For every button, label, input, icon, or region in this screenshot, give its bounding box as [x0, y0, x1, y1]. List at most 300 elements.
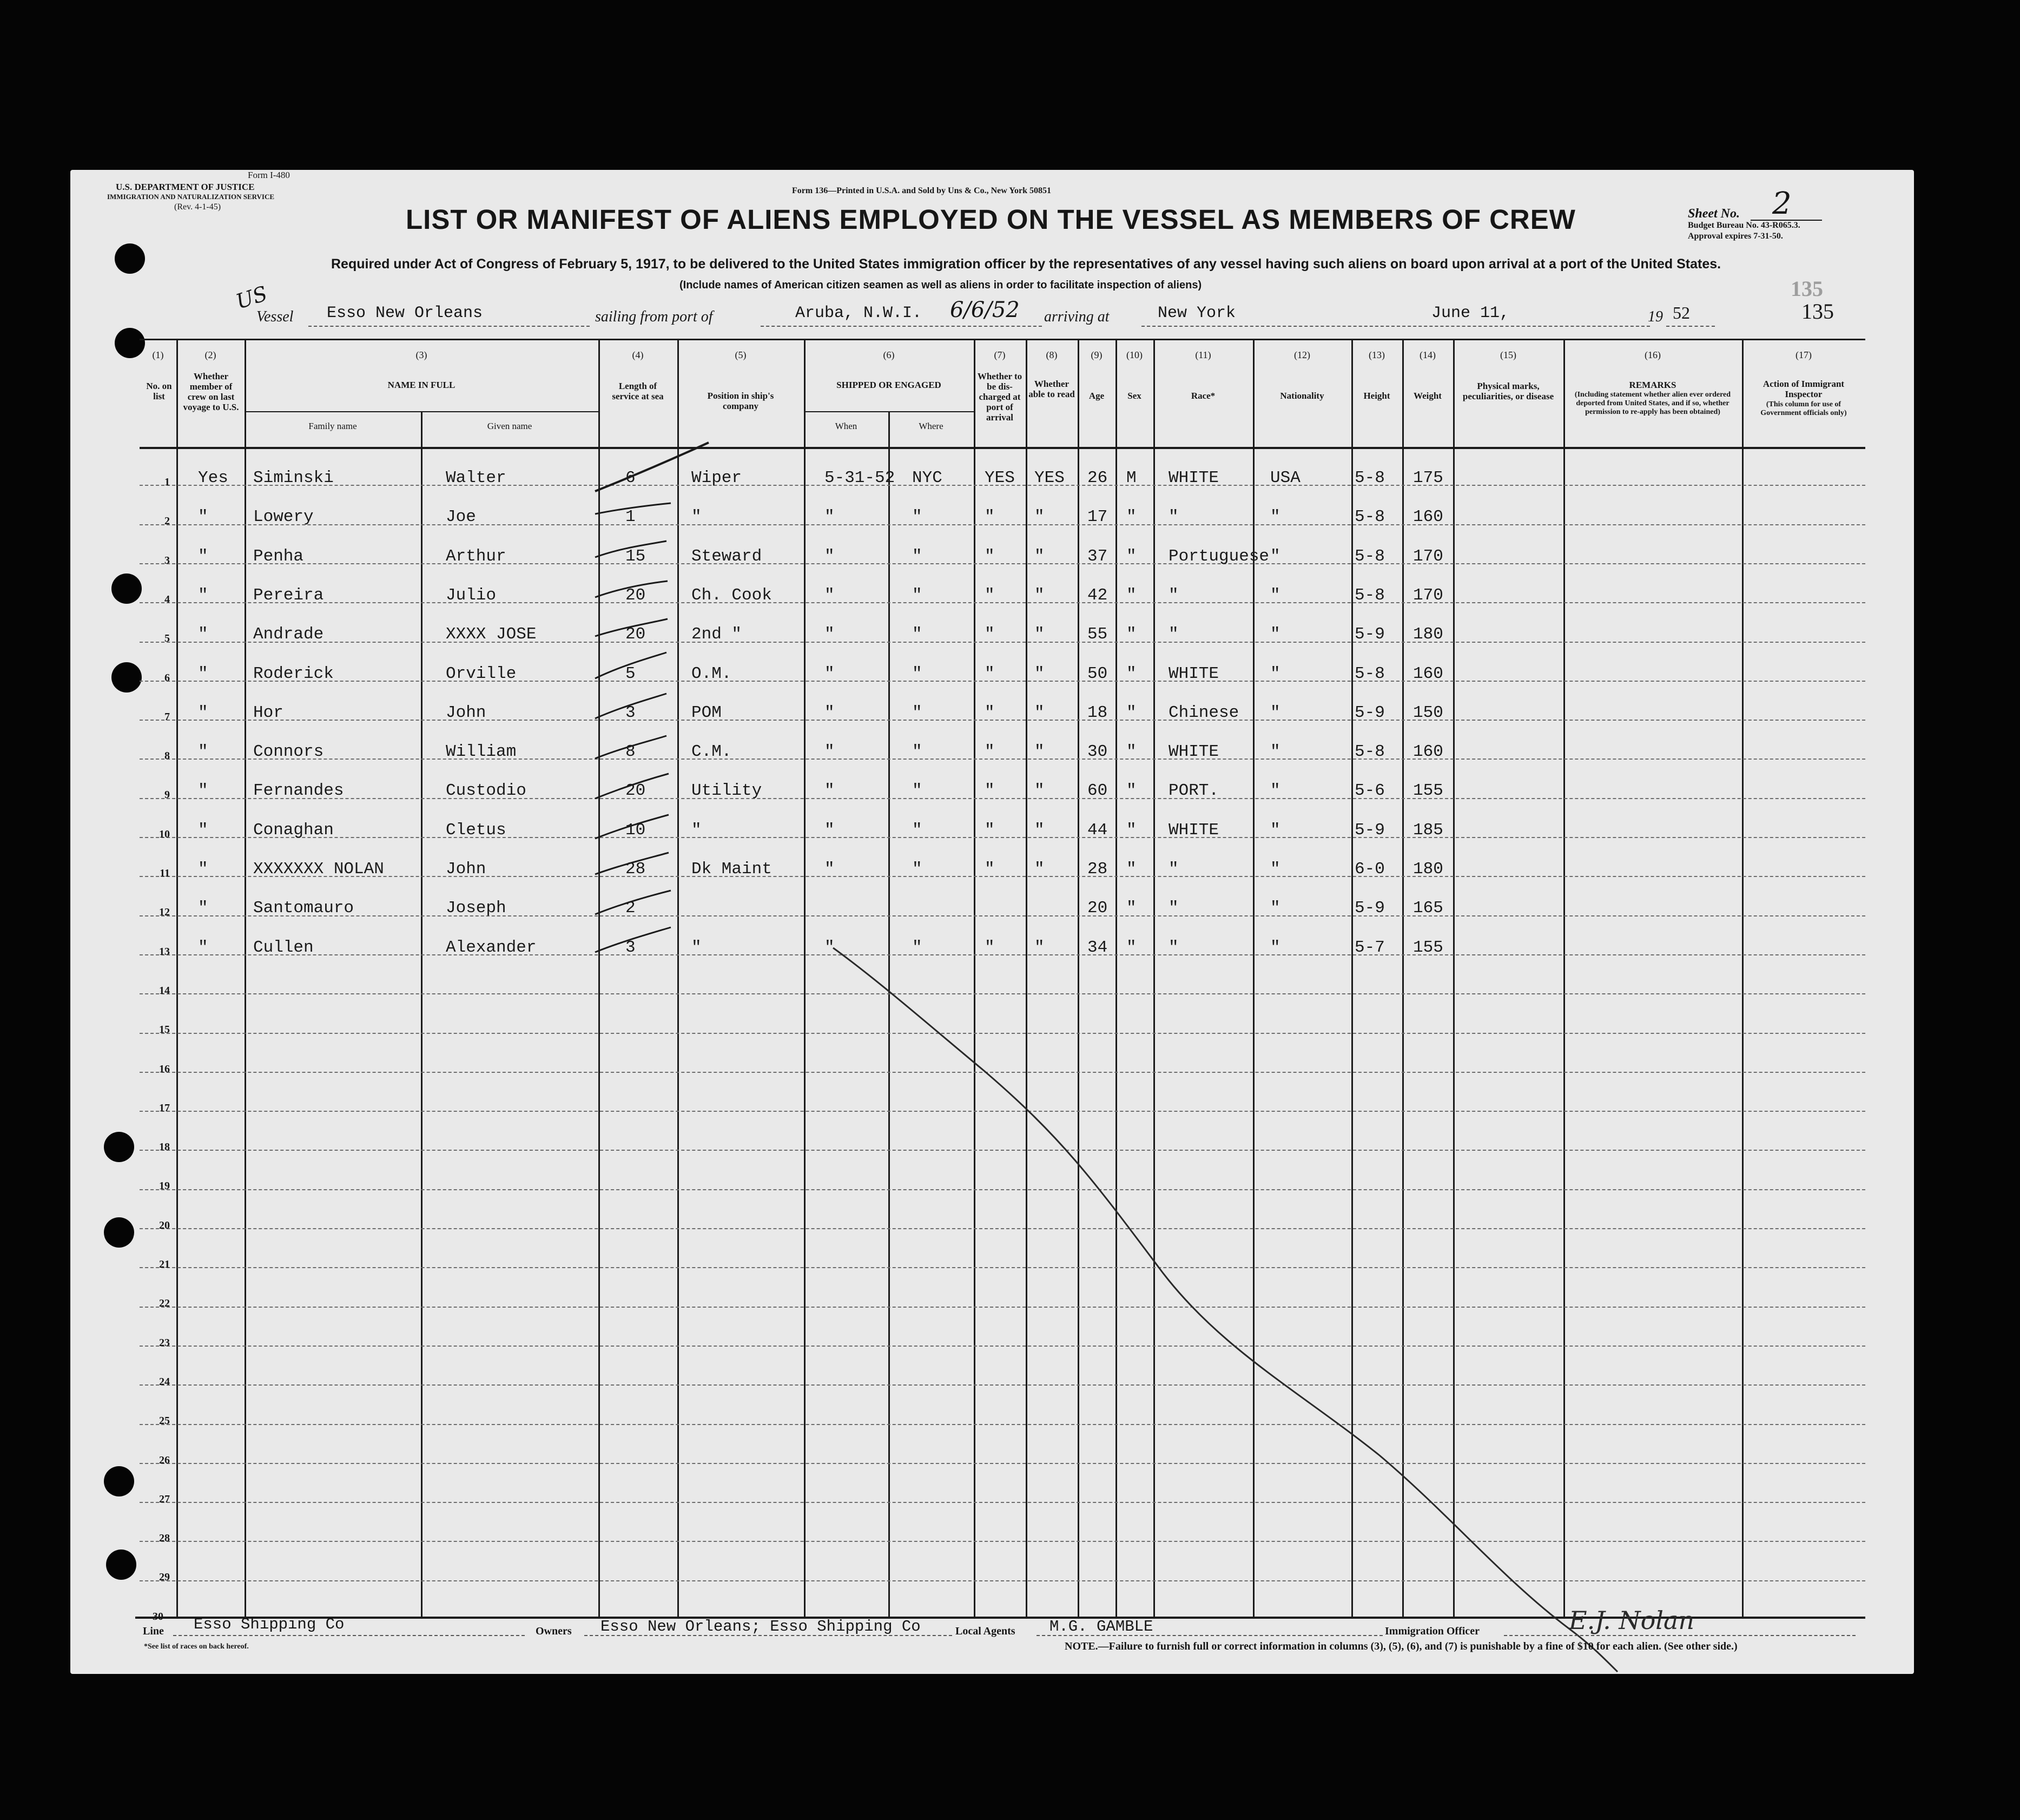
page-title: LIST OR MANIFEST OF ALIENS EMPLOYED ON THE VESSEL AS MEMBERS OF CREW	[406, 204, 1576, 235]
sex-cell: "	[1126, 938, 1137, 957]
service-check-mark	[595, 694, 666, 718]
service-check-mark	[595, 503, 671, 514]
row-number: 26	[159, 1454, 170, 1466]
col-header: Whether able to read	[1028, 379, 1075, 399]
col-num: (7)	[994, 350, 1006, 360]
able-to-read-cell: "	[1034, 664, 1045, 683]
service-cell: 5	[625, 664, 636, 683]
service-check-mark	[595, 815, 669, 839]
service-check-mark	[595, 443, 709, 491]
position-cell: "	[691, 507, 702, 527]
family-name-cell: Cullen	[253, 938, 314, 957]
position-cell: Wiper	[691, 469, 742, 487]
position-cell: C.M.	[691, 742, 732, 762]
able-to-read-cell: "	[1034, 820, 1045, 840]
arrival-date: June 11,	[1431, 304, 1510, 322]
col-num: (3)	[415, 350, 427, 360]
nationality-cell: "	[1270, 625, 1280, 644]
service-cell: 20	[625, 781, 646, 801]
discharged-cell: "	[985, 860, 995, 879]
given-name-cell: Joseph	[446, 899, 506, 918]
shipped-where-cell: "	[912, 664, 922, 683]
race-cell: "	[1169, 585, 1179, 605]
shipped-when-cell: "	[824, 625, 835, 644]
row-number: 18	[159, 1141, 170, 1153]
nationality-cell: "	[1270, 938, 1280, 957]
weight-cell: 150	[1413, 703, 1443, 722]
nationality-cell: "	[1270, 664, 1280, 683]
race-cell: "	[1169, 507, 1179, 527]
col-header: Nationality	[1280, 391, 1324, 401]
discharged-cell: "	[985, 742, 995, 762]
position-cell: Ch. Cook	[691, 585, 772, 605]
service-check-mark	[595, 774, 669, 799]
able-to-read-cell: "	[1034, 585, 1045, 605]
age-cell: 20	[1087, 899, 1108, 918]
service-check-mark	[595, 652, 666, 678]
race-cell: WHITE	[1169, 820, 1219, 840]
discharged-cell: "	[985, 820, 995, 840]
sheet-label: Sheet No.	[1688, 207, 1740, 221]
service-cell: 1	[625, 507, 636, 527]
service-check-mark	[595, 853, 669, 874]
row-number: 2	[164, 515, 170, 527]
service-check-mark	[595, 541, 666, 557]
given-name-cell: John	[446, 860, 486, 879]
service-cell: 20	[625, 625, 646, 644]
service-cell: 15	[625, 546, 646, 566]
sex-cell: "	[1126, 899, 1137, 918]
nationality-cell: "	[1270, 585, 1280, 605]
position-cell: Steward	[691, 546, 762, 566]
height-cell: 5-8	[1355, 469, 1385, 487]
col-subheader: Where	[919, 421, 943, 431]
owners-value: Esso New Orleans; Esso Shipping Co	[600, 1618, 921, 1636]
height-cell: 5-9	[1355, 899, 1385, 918]
shipped-when-cell: "	[824, 703, 835, 722]
member-cell: "	[198, 938, 208, 957]
agents-label: Local Agents	[955, 1625, 1015, 1637]
member-cell: "	[198, 664, 208, 683]
able-to-read-cell: "	[1034, 860, 1045, 879]
shipped-when-cell: 5-31-52	[824, 469, 895, 487]
col-subheader: Family name	[308, 421, 357, 431]
service-cell: 3	[625, 938, 636, 957]
col-num: (14)	[1420, 350, 1436, 360]
row-number: 20	[159, 1219, 170, 1231]
age-cell: 34	[1087, 938, 1108, 957]
family-name-cell: Santomauro	[253, 899, 354, 918]
nationality-cell: "	[1270, 820, 1280, 840]
member-cell: "	[198, 546, 208, 566]
row-number: 22	[159, 1297, 170, 1310]
race-cell: Chinese	[1169, 703, 1239, 722]
col-num: (4)	[632, 350, 644, 360]
col-num: (6)	[883, 350, 895, 360]
family-name-cell: XXXXXXX NOLAN	[253, 860, 384, 879]
port-from: Aruba, N.W.I.	[795, 304, 922, 322]
discharged-cell: "	[985, 938, 995, 957]
given-name-cell: Alexander	[446, 938, 537, 957]
height-cell: 5-9	[1355, 625, 1385, 644]
family-name-cell: Conaghan	[253, 820, 334, 840]
revision: (Rev. 4-1-45)	[174, 202, 221, 212]
weight-cell: 175	[1413, 469, 1443, 487]
race-cell: WHITE	[1169, 469, 1219, 487]
family-name-cell: Pereira	[253, 585, 324, 605]
col-header: Physical marks, peculiarities, or disease	[1462, 381, 1554, 401]
age-cell: 42	[1087, 585, 1108, 605]
vessel-label: Vessel	[256, 308, 294, 325]
row-number: 16	[159, 1063, 170, 1075]
col-header: Action of Immigrant Inspector	[1762, 379, 1845, 399]
family-name-cell: Andrade	[253, 625, 324, 644]
given-name-cell: Orville	[446, 664, 517, 683]
service-cell: 20	[625, 585, 646, 605]
member-cell: "	[198, 742, 208, 762]
include-note: (Include names of American citizen seamen as well as aliens in order to facilitate inspection of aliens)	[679, 279, 1202, 291]
age-cell: 44	[1087, 820, 1108, 840]
subtitle: Required under Act of Congress of February 5, 1917, to be delivered to the United States immigration officer by the representatives of any vessel having such aliens on board upon arrival at a port of the United States.	[331, 256, 1721, 272]
sex-cell: M	[1126, 469, 1137, 487]
department: U.S. DEPARTMENT OF JUSTICE	[116, 182, 255, 192]
weight-cell: 180	[1413, 625, 1443, 644]
weight-cell: 160	[1413, 664, 1443, 683]
sex-cell: "	[1126, 703, 1137, 722]
row-number: 15	[159, 1024, 170, 1036]
shipped-when-cell: "	[824, 585, 835, 605]
owners-label: Owners	[536, 1625, 572, 1637]
member-cell: "	[198, 820, 208, 840]
form-number: Form I-480	[248, 170, 290, 180]
height-cell: 5-6	[1355, 781, 1385, 801]
officer-signature: E.J. Nolan	[1569, 1606, 1695, 1635]
member-cell: "	[198, 703, 208, 722]
service-cell: 10	[625, 820, 646, 840]
col-subheader: Given name	[487, 421, 532, 431]
row-number: 24	[159, 1375, 170, 1388]
row-number: 30	[153, 1610, 163, 1623]
age-cell: 26	[1087, 469, 1108, 487]
service-cell: 2	[625, 899, 636, 918]
given-name-cell: Julio	[446, 585, 497, 605]
row-number: 10	[159, 828, 170, 840]
row-number: 7	[164, 710, 170, 723]
position-cell: 2nd "	[691, 625, 742, 644]
shipped-where-cell: "	[912, 820, 922, 840]
row-number: 8	[164, 750, 170, 762]
shipped-when-cell: "	[824, 820, 835, 840]
stamp-number-faint: 135	[1791, 276, 1823, 301]
nationality-cell: "	[1270, 860, 1280, 879]
service-check-mark	[595, 736, 666, 762]
year-suffix: 52	[1673, 303, 1690, 322]
row-number: 4	[164, 593, 170, 605]
service-check-mark	[595, 581, 668, 597]
height-cell: 6-0	[1355, 860, 1385, 879]
nationality-cell: "	[1270, 781, 1280, 801]
col-subheader: (This column for use of Government officials only)	[1760, 400, 1847, 417]
shipped-where-cell: "	[912, 742, 922, 762]
service-check-mark	[595, 891, 671, 914]
weight-cell: 170	[1413, 585, 1443, 605]
nationality-cell: "	[1270, 507, 1280, 527]
row-number: 13	[159, 945, 170, 958]
discharged-cell: "	[985, 664, 995, 683]
member-cell: "	[198, 860, 208, 879]
shipped-where-cell: "	[912, 625, 922, 644]
row-number: 28	[159, 1532, 170, 1545]
col-header: Whether member of crew on last voyage to U.S.	[183, 371, 239, 412]
col-subheader: When	[835, 421, 857, 431]
height-cell: 5-7	[1355, 938, 1385, 957]
shipped-where-cell: "	[912, 703, 922, 722]
position-cell: POM	[691, 703, 722, 722]
position-cell: "	[691, 938, 702, 957]
sex-cell: "	[1126, 546, 1137, 566]
shipped-when-cell: "	[824, 742, 835, 762]
col-header: Length of service at sea	[612, 381, 664, 401]
arriving-label: arriving at	[1044, 308, 1110, 325]
given-name-cell: Arthur	[446, 546, 506, 566]
races-note: *See list of races on back hereof.	[144, 1643, 249, 1651]
col-num: (12)	[1294, 350, 1310, 360]
weight-cell: 155	[1413, 781, 1443, 801]
family-name-cell: Penha	[253, 546, 304, 566]
service-cell: 3	[625, 703, 636, 722]
col-header: Sex	[1127, 391, 1141, 401]
weight-cell: 165	[1413, 899, 1443, 918]
sex-cell: "	[1126, 625, 1137, 644]
row-number: 6	[164, 671, 170, 684]
position-cell: Utility	[691, 781, 762, 801]
race-cell: "	[1169, 938, 1179, 957]
member-cell: "	[198, 585, 208, 605]
able-to-read-cell: "	[1034, 546, 1045, 566]
family-name-cell: Siminski	[253, 469, 334, 487]
member-cell: "	[198, 781, 208, 801]
year-prefix: 19	[1648, 308, 1663, 325]
able-to-read-cell: "	[1034, 781, 1045, 801]
col-num: (5)	[735, 350, 747, 360]
age-cell: 28	[1087, 860, 1108, 879]
discharged-cell: YES	[985, 469, 1015, 487]
sex-cell: "	[1126, 585, 1137, 605]
nationality-cell: "	[1270, 899, 1280, 918]
family-name-cell: Hor	[253, 703, 283, 722]
able-to-read-cell: "	[1034, 742, 1045, 762]
member-cell: "	[198, 625, 208, 644]
service-cell: 6	[625, 469, 636, 487]
col-num: (17)	[1795, 350, 1812, 360]
col-num: (8)	[1046, 350, 1058, 360]
row-number: 12	[159, 906, 170, 919]
weight-cell: 160	[1413, 507, 1443, 527]
given-name-cell: XXXX JOSE	[446, 625, 537, 644]
col-num: (1)	[152, 350, 164, 360]
shipped-where-cell: "	[912, 781, 922, 801]
shipped-where-cell: NYC	[912, 469, 942, 487]
service-cell: 8	[625, 742, 636, 762]
col-header: Position in ship's company	[707, 391, 774, 411]
height-cell: 5-8	[1355, 507, 1385, 527]
col-header: Race*	[1191, 391, 1216, 401]
shipped-where-cell: "	[912, 938, 922, 957]
col-header: REMARKS	[1629, 380, 1676, 390]
position-cell: Dk Maint	[691, 860, 772, 879]
service-check-mark	[595, 619, 668, 636]
given-name-cell: Joe	[446, 507, 476, 527]
age-cell: 17	[1087, 507, 1108, 527]
family-name-cell: Fernandes	[253, 781, 344, 801]
diagonal-cancel-line	[833, 948, 1618, 1672]
discharged-cell: "	[985, 585, 995, 605]
family-name-cell: Connors	[253, 742, 324, 762]
height-cell: 5-9	[1355, 820, 1385, 840]
family-name-cell: Lowery	[253, 507, 314, 527]
sex-cell: "	[1126, 860, 1137, 879]
nationality-cell: USA	[1270, 469, 1301, 487]
vessel-name: Esso New Orleans	[327, 304, 483, 322]
col-num: (9)	[1091, 350, 1103, 360]
service: IMMIGRATION AND NATURALIZATION SERVICE	[107, 193, 275, 201]
col-header: Age	[1088, 391, 1105, 401]
line-label: Line	[143, 1625, 164, 1637]
row-number: 19	[159, 1180, 170, 1192]
shipped-when-cell: "	[824, 664, 835, 683]
port-to: New York	[1158, 304, 1236, 322]
col-num: (16)	[1645, 350, 1661, 360]
given-name-cell: Cletus	[446, 820, 506, 840]
approval: Approval expires 7-31-50.	[1688, 232, 1783, 241]
shipped-when-cell: "	[824, 860, 835, 879]
col-header: NAME IN FULL	[387, 380, 456, 390]
position-cell: O.M.	[691, 664, 732, 683]
discharged-cell: "	[985, 781, 995, 801]
shipped-where-cell: "	[912, 585, 922, 605]
sailing-label: sailing from port of	[595, 308, 713, 325]
printer-note: Form 136—Printed in U.S.A. and Sold by Uns & Co., New York 50851	[792, 186, 1051, 195]
given-name-cell: William	[446, 742, 517, 762]
officer-label: Immigration Officer	[1385, 1625, 1480, 1637]
col-header: Weight	[1414, 391, 1442, 401]
row-number: 5	[164, 632, 170, 645]
race-cell: "	[1169, 899, 1179, 918]
row-number: 17	[159, 1102, 170, 1114]
shipped-when-cell: "	[824, 507, 835, 527]
col-header: No. on list	[146, 381, 172, 401]
col-header: Whether to be dis-charged at port of arrival	[977, 371, 1022, 423]
able-to-read-cell: "	[1034, 625, 1045, 644]
shipped-where-cell: "	[912, 860, 922, 879]
given-name-cell: Walter	[446, 469, 506, 487]
shipped-where-cell: "	[912, 546, 922, 566]
col-num: (13)	[1369, 350, 1385, 360]
col-header: Height	[1363, 391, 1390, 401]
sex-cell: "	[1126, 820, 1137, 840]
member-cell: Yes	[198, 469, 228, 487]
shipped-where-cell: "	[912, 507, 922, 527]
stamp-number: 135	[1801, 299, 1834, 324]
able-to-read-cell: "	[1034, 938, 1045, 957]
us-mark: US	[233, 281, 270, 314]
sex-cell: "	[1126, 781, 1137, 801]
line-value: Esso Shipping Co	[194, 1615, 345, 1633]
row-number: 1	[164, 476, 170, 488]
sex-cell: "	[1126, 664, 1137, 683]
row-number: 27	[159, 1493, 170, 1505]
row-number: 21	[159, 1258, 170, 1270]
family-name-cell: Roderick	[253, 664, 334, 683]
age-cell: 37	[1087, 546, 1108, 566]
height-cell: 5-9	[1355, 703, 1385, 722]
row-number: 23	[159, 1336, 170, 1349]
agents-value: M.G. GAMBLE	[1049, 1618, 1153, 1636]
age-cell: 18	[1087, 703, 1108, 722]
race-cell: WHITE	[1169, 742, 1219, 762]
fine-note: NOTE.—Failure to furnish full or correct information in columns (3), (5), (6), and (7) is punishable by a fine of $10 for each alien. (See other side.)	[1065, 1640, 1738, 1652]
given-name-cell: Custodio	[446, 781, 526, 801]
weight-cell: 180	[1413, 860, 1443, 879]
weight-cell: 160	[1413, 742, 1443, 762]
nationality-cell: "	[1270, 742, 1280, 762]
sex-cell: "	[1126, 507, 1137, 527]
shipped-when-cell: "	[824, 781, 835, 801]
row-number: 14	[159, 984, 170, 997]
race-cell: WHITE	[1169, 664, 1219, 683]
row-number: 9	[164, 789, 170, 801]
col-num: (10)	[1126, 350, 1143, 360]
height-cell: 5-8	[1355, 546, 1385, 566]
member-cell: "	[198, 899, 208, 918]
row-number: 11	[160, 867, 170, 879]
age-cell: 60	[1087, 781, 1108, 801]
col-subheader: (Including statement whether alien ever ordered deported from United States, and if so, whether permission to re-apply has been obtained)	[1574, 391, 1731, 416]
race-cell: "	[1169, 625, 1179, 644]
nationality-cell: "	[1270, 546, 1280, 566]
able-to-read-cell: YES	[1034, 469, 1065, 487]
discharged-cell: "	[985, 546, 995, 566]
race-cell: PORT.	[1169, 781, 1219, 801]
discharged-cell: "	[985, 507, 995, 527]
budget-bureau: Budget Bureau No. 43-R065.3.	[1688, 221, 1800, 230]
row-number: 3	[164, 554, 170, 566]
able-to-read-cell: "	[1034, 507, 1045, 527]
height-cell: 5-8	[1355, 664, 1385, 683]
race-cell: Portuguese	[1169, 546, 1270, 566]
given-name-cell: John	[446, 703, 486, 722]
weight-cell: 170	[1413, 546, 1443, 566]
service-check-mark	[595, 927, 671, 952]
sheet-number: 2	[1772, 186, 1792, 221]
discharged-cell: "	[985, 625, 995, 644]
sex-cell: "	[1126, 742, 1137, 762]
nationality-cell: "	[1270, 703, 1280, 722]
weight-cell: 185	[1413, 820, 1443, 840]
row-number: 29	[159, 1571, 170, 1584]
weight-cell: 155	[1413, 938, 1443, 957]
col-num: (2)	[204, 350, 216, 360]
able-to-read-cell: "	[1034, 703, 1045, 722]
race-cell: "	[1169, 860, 1179, 879]
col-header: SHIPPED OR ENGAGED	[836, 380, 941, 390]
position-cell: "	[691, 820, 702, 840]
age-cell: 30	[1087, 742, 1108, 762]
shipped-when-cell: "	[824, 938, 835, 957]
sailing-date-handwritten: 6/6/52	[950, 298, 1020, 322]
service-cell: 28	[625, 860, 646, 879]
height-cell: 5-8	[1355, 742, 1385, 762]
